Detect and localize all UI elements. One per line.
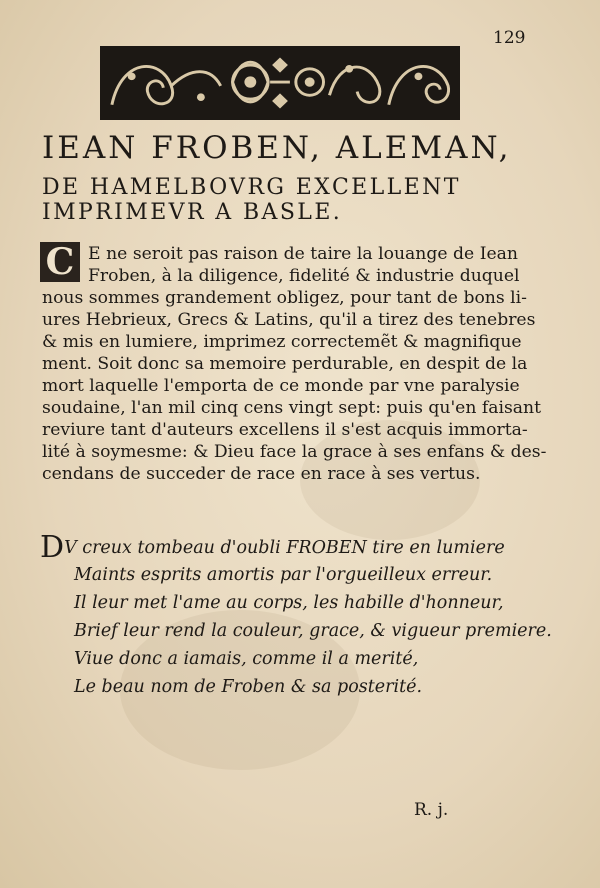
prose-line: reviure tant d'auteurs excellens il s'est acquis immorta- xyxy=(42,420,528,440)
prose-line: nous sommes grandement obligez, pour tant de bons li- xyxy=(42,288,527,308)
title-line-2: DE HAMELBOVRG EXCELLENT xyxy=(42,175,461,200)
verse-line: Maints esprits amortis par l'orgueilleux erreur. xyxy=(74,565,493,585)
prose-line: cendans de succeder de race en race à ses vertus. xyxy=(42,464,481,484)
verse-initial: D xyxy=(40,530,65,565)
prose-line: lité à soymesme: & Dieu face la grace à ses enfans & des- xyxy=(42,442,547,462)
prose-line: E ne seroit pas raison de taire la louange de Iean xyxy=(88,244,518,264)
woodcut-ornament-icon xyxy=(100,46,460,120)
prose-line: mort laquelle l'emporta de ce monde par vne paralysie xyxy=(42,376,520,396)
verse-line: Viue donc a iamais, comme il a merité, xyxy=(74,649,419,669)
prose-line: ment. Soit donc sa memoire perdurable, en despit de la xyxy=(42,354,528,374)
signature-mark: R. j. xyxy=(414,800,449,820)
verse-line xyxy=(40,530,505,565)
verse-line-text: V creux tombeau d'oubli FROBEN tire en lumiere xyxy=(64,538,505,558)
prose-line: soudaine, l'an mil cinq cens vingt sept: puis qu'en faisant xyxy=(42,398,542,418)
title-line-1: IEAN FROBEN, ALEMAN, xyxy=(42,130,512,166)
verse-line: Il leur met l'ame au corps, les habille d'honneur, xyxy=(74,593,504,613)
title-line-3: IMPRIMEVR A BASLE. xyxy=(42,200,343,225)
page-number: 129 xyxy=(493,28,526,48)
decorated-initial: C xyxy=(40,242,80,282)
prose-line: & mis en lumiere, imprimez correctemẽt & magnifique xyxy=(42,332,522,352)
prose-line: Froben, à la diligence, fidelité & industrie duquel xyxy=(88,266,520,286)
prose-line: ures Hebrieux, Grecs & Latins, qu'il a tirez des tenebres xyxy=(42,310,536,330)
verse-line: Brief leur rend la couleur, grace, & vigueur premiere. xyxy=(74,621,552,641)
verse-line: Le beau nom de Froben & sa posterité. xyxy=(74,677,423,697)
